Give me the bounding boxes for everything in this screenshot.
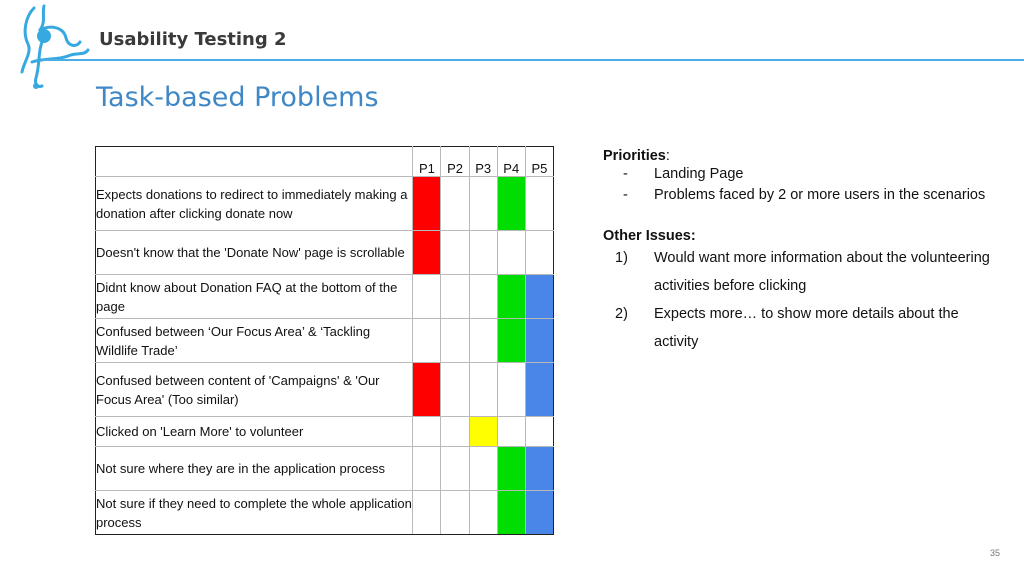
page-number: 35 (990, 548, 1001, 558)
list-item: 1) Would want more information about the volunteering activities before clicking (615, 250, 990, 294)
participant-cell-p5-blue (525, 447, 553, 491)
header-participant: P1 (413, 147, 441, 177)
participant-cell-p1-red (413, 231, 441, 275)
header-participant: P4 (497, 147, 525, 177)
participant-cell-p4 (497, 231, 525, 275)
problem-cell: Not sure if they need to complete the whole application process (96, 491, 413, 535)
participant-cell-p2 (441, 275, 469, 319)
participant-cell-p1 (413, 417, 441, 447)
participant-cell-p3 (469, 447, 497, 491)
participant-cell-p1 (413, 319, 441, 363)
participant-cell-p5 (525, 231, 553, 275)
problem-cell: Clicked on 'Learn More' to volunteer (96, 417, 413, 447)
header-participant: P2 (441, 147, 469, 177)
header-participant: P3 (469, 147, 497, 177)
participant-cell-p5 (525, 417, 553, 447)
table-row (96, 231, 554, 275)
participant-cell-p4-green (497, 319, 525, 363)
problem-cell: Expects donations to redirect to immediately making a donation after clicking donate now (96, 177, 413, 231)
participant-cell-p5-blue (525, 275, 553, 319)
problem-cell: Confused between content of 'Campaigns' & 'Our Focus Area' (Too similar) (96, 363, 413, 417)
participant-cell-p2 (441, 319, 469, 363)
problem-cell: Not sure where they are in the application process (96, 447, 413, 491)
participant-cell-p3-yellow (469, 417, 497, 447)
problem-cell: Doesn't know that the 'Donate Now' page is scrollable (96, 231, 413, 275)
other-issues-list (603, 244, 1003, 356)
participant-cell-p2 (441, 447, 469, 491)
participant-cell-p3 (469, 231, 497, 275)
table-row (96, 491, 554, 535)
participant-cell-p5-blue (525, 363, 553, 417)
priorities-list (603, 164, 1003, 206)
participant-cell-p1 (413, 447, 441, 491)
participant-cell-p5 (525, 177, 553, 231)
participant-cell-p4-green (497, 177, 525, 231)
notes-panel (603, 148, 1003, 356)
participant-cell-p2 (441, 491, 469, 535)
participant-cell-p3 (469, 319, 497, 363)
list-item: - Landing Page (623, 166, 744, 182)
header-blank-cell (96, 147, 413, 177)
participant-cell-p3 (469, 491, 497, 535)
problem-cell: Confused between ‘Our Focus Area’ & ‘Tackling Wildlife Trade’ (96, 319, 413, 363)
header-title: Usability Testing 2 (99, 29, 287, 50)
table-row (96, 275, 554, 319)
priorities-heading: Priorities: (603, 148, 670, 164)
table-row (96, 417, 554, 447)
participant-cell-p1 (413, 491, 441, 535)
participant-cell-p4-green (497, 275, 525, 319)
participant-cell-p4 (497, 417, 525, 447)
table-row (96, 363, 554, 417)
header-participant: P5 (525, 147, 553, 177)
participant-cell-p4-green (497, 447, 525, 491)
header-divider (42, 59, 1024, 61)
problems-table (95, 146, 554, 535)
participant-cell-p1-red (413, 363, 441, 417)
list-item: - Problems faced by 2 or more users in the scenarios (623, 187, 986, 203)
participant-cell-p3 (469, 177, 497, 231)
participant-cell-p2 (441, 231, 469, 275)
participant-cell-p4 (497, 363, 525, 417)
participant-cell-p4-green (497, 491, 525, 535)
problem-cell: Didnt know about Donation FAQ at the bottom of the page (96, 275, 413, 319)
monkey-logo-icon (14, 2, 94, 92)
list-item: 2) Expects more… to show more details about the activity (615, 306, 959, 350)
table-row (96, 319, 554, 363)
participant-cell-p5-blue (525, 491, 553, 535)
participant-cell-p2 (441, 177, 469, 231)
participant-cell-p2 (441, 417, 469, 447)
participant-cell-p2 (441, 363, 469, 417)
table-row (96, 177, 554, 231)
participant-cell-p3 (469, 363, 497, 417)
slide-title: Task-based Problems (96, 82, 379, 113)
other-issues-heading: Other Issues: (603, 228, 696, 244)
participant-cell-p1-red (413, 177, 441, 231)
participant-cell-p1 (413, 275, 441, 319)
table-row (96, 447, 554, 491)
table-header-row (96, 147, 554, 177)
participant-cell-p3 (469, 275, 497, 319)
participant-cell-p5-blue (525, 319, 553, 363)
